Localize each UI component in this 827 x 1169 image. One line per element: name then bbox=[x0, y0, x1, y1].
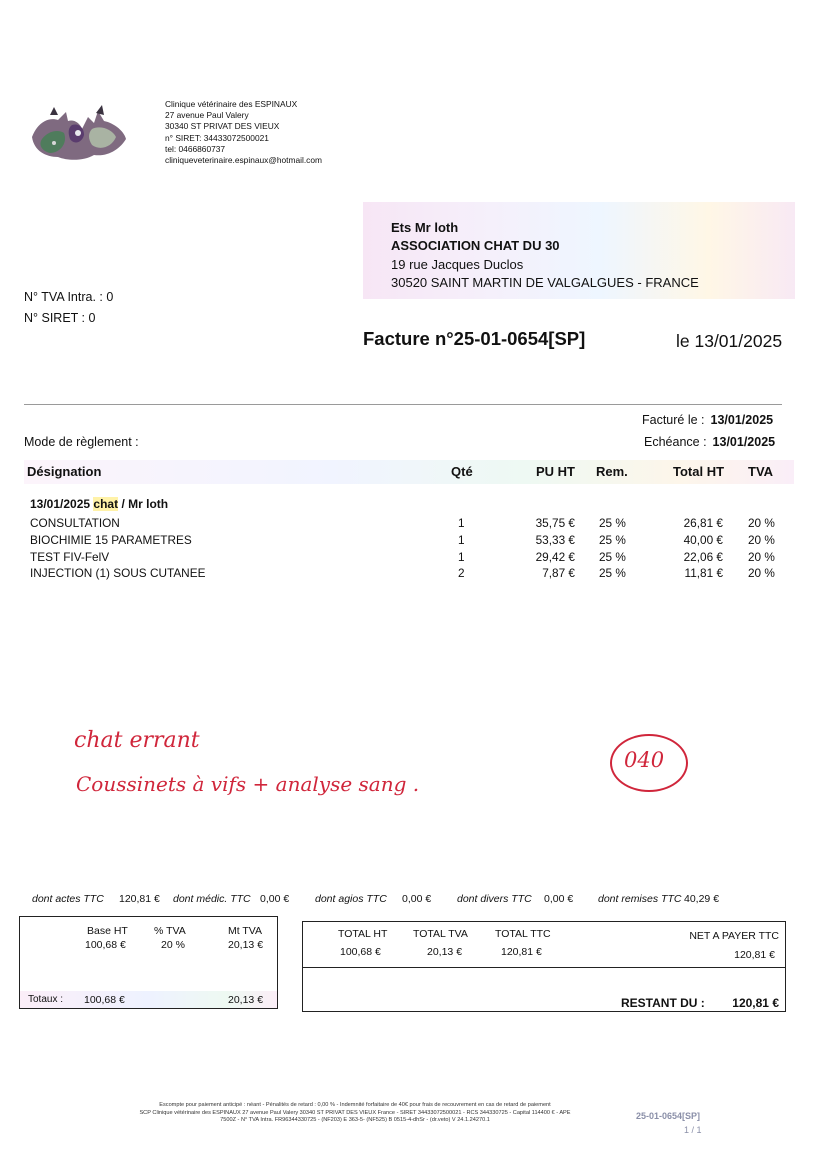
footer-line1: Escompte pour paiement anticipé : néant - Pénalités de retard : 0,00 % - Indemnité forfaitaire de 40€ pour frais de recouvrement en cas de retard de paiement bbox=[159, 1102, 551, 1108]
restant-du-value: 120,81 € bbox=[732, 996, 779, 1010]
row-pu: 29,42 € bbox=[535, 550, 575, 564]
tva-intra: N° TVA Intra. : 0 bbox=[24, 290, 114, 304]
echeance-label: Echéance : bbox=[644, 435, 707, 449]
vat-header-base: Base HT bbox=[87, 925, 128, 937]
siret-number: N° SIRET : 0 bbox=[24, 311, 96, 325]
row-designation: BIOCHIMIE 15 PARAMETRES bbox=[30, 533, 192, 547]
divers-label: dont divers TTC bbox=[457, 893, 532, 905]
vat-breakdown-box bbox=[19, 916, 278, 1009]
row-total: 11,81 € bbox=[684, 566, 723, 580]
row-tva: 20 % bbox=[748, 566, 775, 580]
total-tva-label: TOTAL TVA bbox=[413, 928, 468, 940]
totals-divider bbox=[303, 967, 785, 968]
total-ttc-label: TOTAL TTC bbox=[495, 928, 551, 940]
actes-value: 120,81 € bbox=[119, 893, 160, 905]
row-qty: 1 bbox=[458, 533, 465, 547]
remises-value: 40,29 € bbox=[684, 893, 720, 905]
recipient-city: 30520 SAINT MARTIN DE VALGALGUES - FRANCE bbox=[391, 275, 699, 290]
clinic-name: Clinique vétérinaire des ESPINAUX bbox=[165, 99, 298, 109]
handwritten-note-line2: Coussinets à vifs + analyse sang . bbox=[76, 772, 420, 796]
recipient-block bbox=[363, 202, 795, 299]
vat-header-mt: Mt TVA bbox=[228, 925, 263, 937]
row-qty: 2 bbox=[458, 566, 465, 580]
vat-pct: 20 % bbox=[161, 939, 185, 951]
row-rem: 25 % bbox=[599, 516, 626, 530]
legal-footer bbox=[100, 1102, 610, 1125]
header-designation: Désignation bbox=[27, 464, 102, 479]
total-tva-value: 20,13 € bbox=[427, 946, 463, 958]
row-rem: 25 % bbox=[599, 566, 626, 580]
footer-line3: 7500Z - N° TVA Intra. FR96344330725 - (NF203) E 363-5- (NF525) B 0515-4-dhSr - (dr.veto) V 24.1.24270.1 bbox=[220, 1117, 490, 1124]
header-tva: TVA bbox=[748, 464, 774, 479]
total-ttc-value: 120,81 € bbox=[501, 946, 542, 958]
row-qty: 1 bbox=[458, 550, 465, 564]
agios-label: dont agios TTC bbox=[315, 893, 387, 905]
clinic-siret: n° SIRET: 34433072500021 bbox=[165, 132, 269, 143]
row-designation: CONSULTATION bbox=[30, 516, 120, 530]
totaux-label: Totaux : bbox=[28, 994, 64, 1005]
row-tva: 20 % bbox=[748, 550, 775, 564]
row-designation: INJECTION (1) SOUS CUTANEE bbox=[30, 566, 206, 580]
recipient-street: 19 rue Jacques Duclos bbox=[391, 257, 524, 272]
header-qty: Qté bbox=[451, 464, 473, 479]
footer-invoice-ref: 25-01-0654[SP] bbox=[636, 1111, 701, 1121]
vat-header-pct: % TVA bbox=[154, 925, 186, 937]
totaux-base: 100,68 € bbox=[84, 994, 125, 1006]
table-row bbox=[0, 533, 827, 549]
row-rem: 25 % bbox=[599, 550, 626, 564]
handwritten-number: 040 bbox=[624, 748, 665, 772]
agios-value: 0,00 € bbox=[402, 893, 432, 905]
divider bbox=[24, 404, 782, 405]
totaux-mt: 20,13 € bbox=[228, 994, 264, 1006]
table-row bbox=[0, 566, 827, 582]
table-header bbox=[24, 460, 794, 484]
group-animal: chat bbox=[93, 497, 119, 511]
row-tva: 20 % bbox=[748, 516, 775, 530]
medic-value: 0,00 € bbox=[260, 893, 290, 905]
clinic-city: 30340 ST PRIVAT DES VIEUX bbox=[165, 121, 280, 132]
vat-base: 100,68 € bbox=[85, 939, 126, 951]
header-pu: PU HT bbox=[536, 464, 575, 479]
remises-label: dont remises TTC bbox=[598, 893, 682, 905]
group-date: 13/01/2025 bbox=[30, 497, 91, 511]
vat-mt: 20,13 € bbox=[228, 939, 264, 951]
net-a-payer-label: NET A PAYER TTC bbox=[689, 930, 779, 942]
total-ht-label: TOTAL HT bbox=[338, 928, 388, 940]
facture-value: 13/01/2025 bbox=[710, 413, 774, 427]
header-rem: Rem. bbox=[596, 464, 628, 479]
clinic-street: 27 avenue Paul Valery bbox=[165, 110, 249, 121]
row-tva: 20 % bbox=[748, 533, 775, 547]
recipient-name: Ets Mr loth bbox=[391, 220, 459, 235]
clinic-email: cliniqueveterinaire.espinaux@hotmail.com bbox=[165, 155, 323, 166]
invoice-date: le 13/01/2025 bbox=[676, 331, 783, 351]
facture-date-row bbox=[642, 413, 773, 427]
clinic-phone: tel: 0466860737 bbox=[165, 143, 226, 154]
payment-mode: Mode de règlement : bbox=[24, 435, 139, 449]
row-qty: 1 bbox=[458, 516, 465, 530]
restant-du-label: RESTANT DU : bbox=[621, 996, 705, 1010]
medic-label: dont médic. TTC bbox=[173, 893, 251, 905]
group-owner: / Mr loth bbox=[121, 497, 169, 511]
row-total: 40,00 € bbox=[683, 533, 723, 547]
table-row bbox=[0, 550, 827, 566]
page-number: 1 / 1 bbox=[684, 1125, 702, 1135]
row-pu: 7,87 € bbox=[542, 566, 575, 580]
invoice-title: Facture n°25-01-0654[SP] bbox=[363, 328, 586, 349]
row-pu: 35,75 € bbox=[535, 516, 575, 530]
row-total: 22,06 € bbox=[683, 550, 723, 564]
row-total: 26,81 € bbox=[683, 516, 723, 530]
row-rem: 25 % bbox=[599, 533, 626, 547]
table-row bbox=[0, 516, 827, 532]
echeance-date-row bbox=[644, 435, 775, 449]
totals-box bbox=[302, 921, 786, 1012]
clinic-address bbox=[165, 99, 322, 166]
footer-line2: SCP Clinique vétérinaire des ESPINAUX 27 avenue Paul Valery 30340 ST PRIVAT DES VIEUX France - SIRET 34433072500021 - RCS 344330725 - Capital 114400 € - APE bbox=[139, 1109, 571, 1116]
handwritten-note-line1: chat errant bbox=[74, 728, 200, 753]
facture-label: Facturé le : bbox=[642, 413, 705, 427]
net-a-payer-value: 120,81 € bbox=[734, 949, 775, 961]
consultation-group bbox=[30, 497, 168, 511]
divers-value: 0,00 € bbox=[544, 893, 574, 905]
row-pu: 53,33 € bbox=[535, 533, 575, 547]
echeance-value: 13/01/2025 bbox=[712, 435, 776, 449]
actes-label: dont actes TTC bbox=[32, 893, 104, 905]
row-designation: TEST FIV-FelV bbox=[30, 550, 110, 564]
header-total: Total HT bbox=[673, 464, 725, 479]
total-ht-value: 100,68 € bbox=[340, 946, 381, 958]
recipient-organisation: ASSOCIATION CHAT DU 30 bbox=[391, 238, 560, 253]
clinic-logo bbox=[28, 103, 130, 165]
